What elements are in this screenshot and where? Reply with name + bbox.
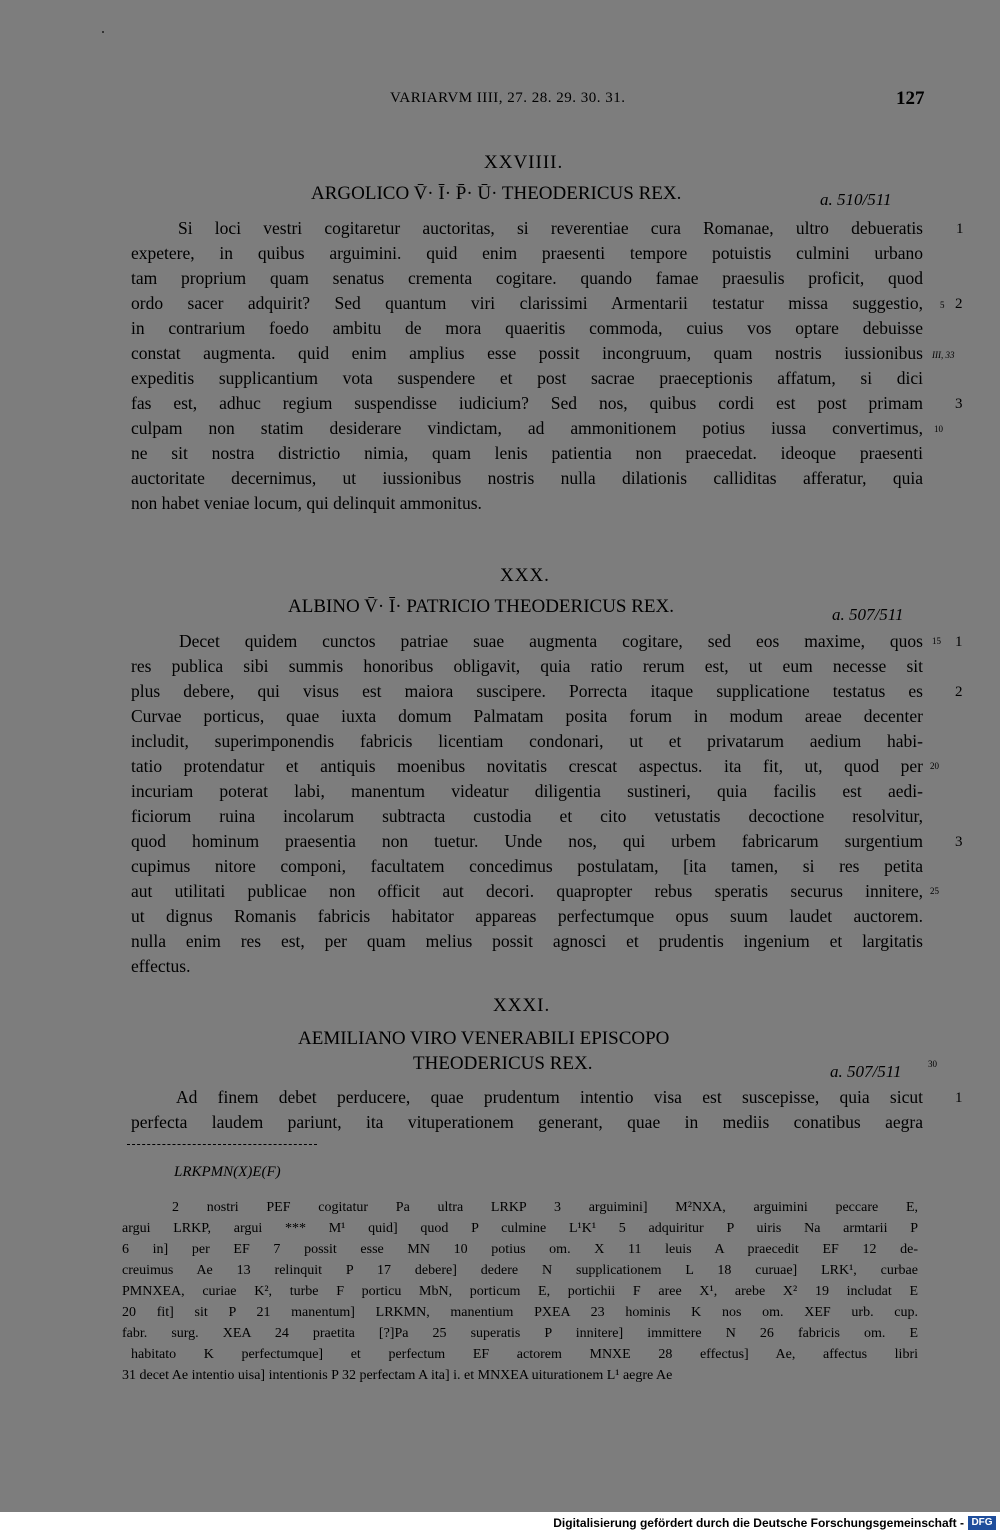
text-line: cupimus nitore componi, facultatem concedimus postulatam, [ita tamen, si res petita	[131, 856, 923, 876]
text-line: aut utilitati publicae non officit aut decori. quapropter rebus speratis securus innitere,	[131, 881, 923, 901]
text-line: in contrarium foedo ambitu de mora quaeritis commoda, cuius vos optare debuisse	[131, 318, 923, 338]
text-line: ne sit nostra districtio nimia, quam lenis patientia non praecedat. ideoque praesenti	[131, 443, 923, 463]
letter-date: a. 510/511	[820, 190, 892, 209]
text-line: fas est, adhuc regium suspendisse iudicium? Sed nos, quibus cordi est post primam	[131, 393, 923, 413]
speck	[102, 31, 104, 33]
running-head: VARIARVM IIII, 27. 28. 29. 30. 31.	[390, 90, 626, 106]
dfg-logo: DFG	[968, 1516, 996, 1530]
text-line: expeditis supplicantium vota suspendere et post sacrae praeceptionis affatum, si dici	[131, 368, 923, 388]
text-line: Ad finem debet perducere, quae prudentum intentio visa est suscepisse, quia sicut	[176, 1087, 923, 1107]
margin-paragraph-number: 3	[955, 396, 963, 412]
letter-address: ALBINO V̄· Ī· PATRICIO THEODERICUS REX.	[288, 596, 674, 617]
text-line: quod hominum praesentia non tuetur. Unde nos, qui urbem fabricarum surgentium	[131, 831, 923, 851]
letter-number: XXXI.	[493, 995, 551, 1016]
apparatus-line: 6 in] per EF 7 possit esse MN 10 potius om. X 11 leuis A praecedit EF 12 de-	[122, 1242, 918, 1257]
text-line: ordo sacer adquirit? Sed quantum viri clarissimi Armentarii testatur missa suggestio,	[131, 293, 923, 313]
apparatus-line: habitato K perfectumque] et perfectum EF actorem MNXE 28 effectus] Ae, affectus libri	[131, 1347, 918, 1362]
letter-number: XXVIIII.	[484, 152, 564, 173]
text-line: Decet quidem cunctos patriae suae augmenta cogitare, sed eos maxime, quos	[179, 631, 923, 651]
text-line: includit, superimponendis fabricis licentiam condonari, ut et privatarum aedium habi-	[131, 731, 923, 751]
text-line: Si loci vestri cogitaretur auctoritas, si reverentiae cura Romanae, ultro debueratis	[178, 218, 923, 238]
text-line: tatio protendatur et antiquis moenibus novitatis crescat aspectus. ita fit, ut, quod per	[131, 756, 923, 776]
apparatus-line: 20 fit] sit P 21 manentum] LRKMN, manentium PXEA 23 hominis K nos om. XEF urb. cup.	[122, 1305, 918, 1320]
apparatus-line: argui LRKP, argui *** M¹ quid] quod P culmine L¹K¹ 5 adquiritur P uiris Na armtarii P	[122, 1221, 918, 1236]
margin-paragraph-number: 3	[955, 834, 963, 850]
margin-cross-reference: III, 33	[932, 350, 955, 360]
margin-line-number: 20	[930, 761, 939, 771]
apparatus-line: creuimus Ae 13 relinquit P 17 debere] dedere N supplicationem L 18 curuae] LRK¹, curbae	[122, 1263, 918, 1278]
text-line: Curvae porticus, quae iuxta domum Palmatam posita forum in modum areae decenter	[131, 706, 923, 726]
apparatus-line: fabr. surg. XEA 24 praetita [?]Pa 25 superatis P innitere] immittere N 26 fabricis om. E	[122, 1326, 918, 1341]
text-line: culpam non statim desiderare vindictam, ad ammonitionem potius iussa convertimus,	[131, 418, 923, 438]
margin-line-number: 5	[940, 300, 945, 310]
text-line: effectus.	[131, 956, 191, 976]
text-line: tam proprium quam senatus crementa cogitare. quando famae praesulis proficit, quod	[131, 268, 923, 288]
apparatus-line: 31 decet Ae intentio uisa] intentionis P 32 perfectam A ita] i. et MNXEA uiturationem L¹ aegre Ae	[122, 1368, 673, 1383]
text-line: auctoritate decernimus, ut iussionibus nostris nulla dilationis calliditas afferatur, quia	[131, 468, 923, 488]
text-line: incuriam poterat labi, manentum videatur diligentia sustineri, quia facilis est aedi-	[131, 781, 923, 801]
letter-address-line: AEMILIANO VIRO VENERABILI EPISCOPO	[298, 1028, 670, 1049]
margin-paragraph-number: 1	[955, 634, 963, 650]
page-number: 127	[896, 88, 925, 109]
margin-paragraph-number: 2	[955, 296, 963, 312]
text-line: ut dignus Romanis fabricis habitator appareas perfectumque opus suum laudet auctorem.	[131, 906, 923, 926]
text-line: nulla enim res est, per quam melius possit agnosci et prudentis ingenium et largitatis	[131, 931, 923, 951]
apparatus-line: 2 nostri PEF cogitatur Pa ultra LRKP 3 arguimini] M²NXA, arguimini peccare E,	[172, 1200, 918, 1215]
margin-line-number: 25	[930, 886, 939, 896]
letter-date: a. 507/511	[830, 1062, 902, 1081]
text-line: perfecta laudem pariunt, ita vituperationem generant, quae in mediis conatibus aegra	[131, 1112, 923, 1132]
margin-line-number: 10	[934, 424, 943, 434]
letter-date: a. 507/511	[832, 605, 904, 624]
apparatus-sigla: LRKPMN(X)E(F)	[174, 1164, 281, 1180]
text-line: expetere, in quibus arguimini. quid enim praesenti tempore potuistis culmini urbano	[131, 243, 923, 263]
apparatus-line: PMNXEA, curiae K², turbe F porticu MbN, porticum E, portichii F aree X¹, arebe X² 19 includat E	[122, 1284, 918, 1299]
text-line: ficiorum ruina incolarum subtracta custodia et cito vetustatis decoctione resolvitur,	[131, 806, 923, 826]
apparatus-separator	[127, 1144, 317, 1145]
digitization-credit: Digitalisierung gefördert durch die Deutsche Forschungsgemeinschaft -	[553, 1516, 964, 1530]
letter-address-line: THEODERICUS REX.	[413, 1053, 593, 1074]
text-line: res publica sibi summis honoribus obligavit, quia ratio rerum est, ut eum necesse sit	[131, 656, 923, 676]
margin-paragraph-number: 1	[955, 1090, 963, 1106]
margin-paragraph-number: 1	[956, 221, 964, 237]
margin-line-number: 30	[928, 1059, 937, 1069]
text-line: non habet veniae locum, qui delinquit ammonitus.	[131, 493, 482, 513]
text-line: constat augmenta. quid enim amplius esse possit incongruum, quam nostris iussionibus	[131, 343, 923, 363]
margin-line-number: 15	[932, 636, 941, 646]
margin-paragraph-number: 2	[955, 684, 963, 700]
letter-number: XXX.	[500, 565, 550, 586]
letter-address: ARGOLICO V̄· Ī· P̄· Ū· THEODERICUS REX.	[311, 183, 682, 204]
text-line: plus debere, qui visus est maiora suscipere. Porrecta itaque supplicatione testatus es	[131, 681, 923, 701]
